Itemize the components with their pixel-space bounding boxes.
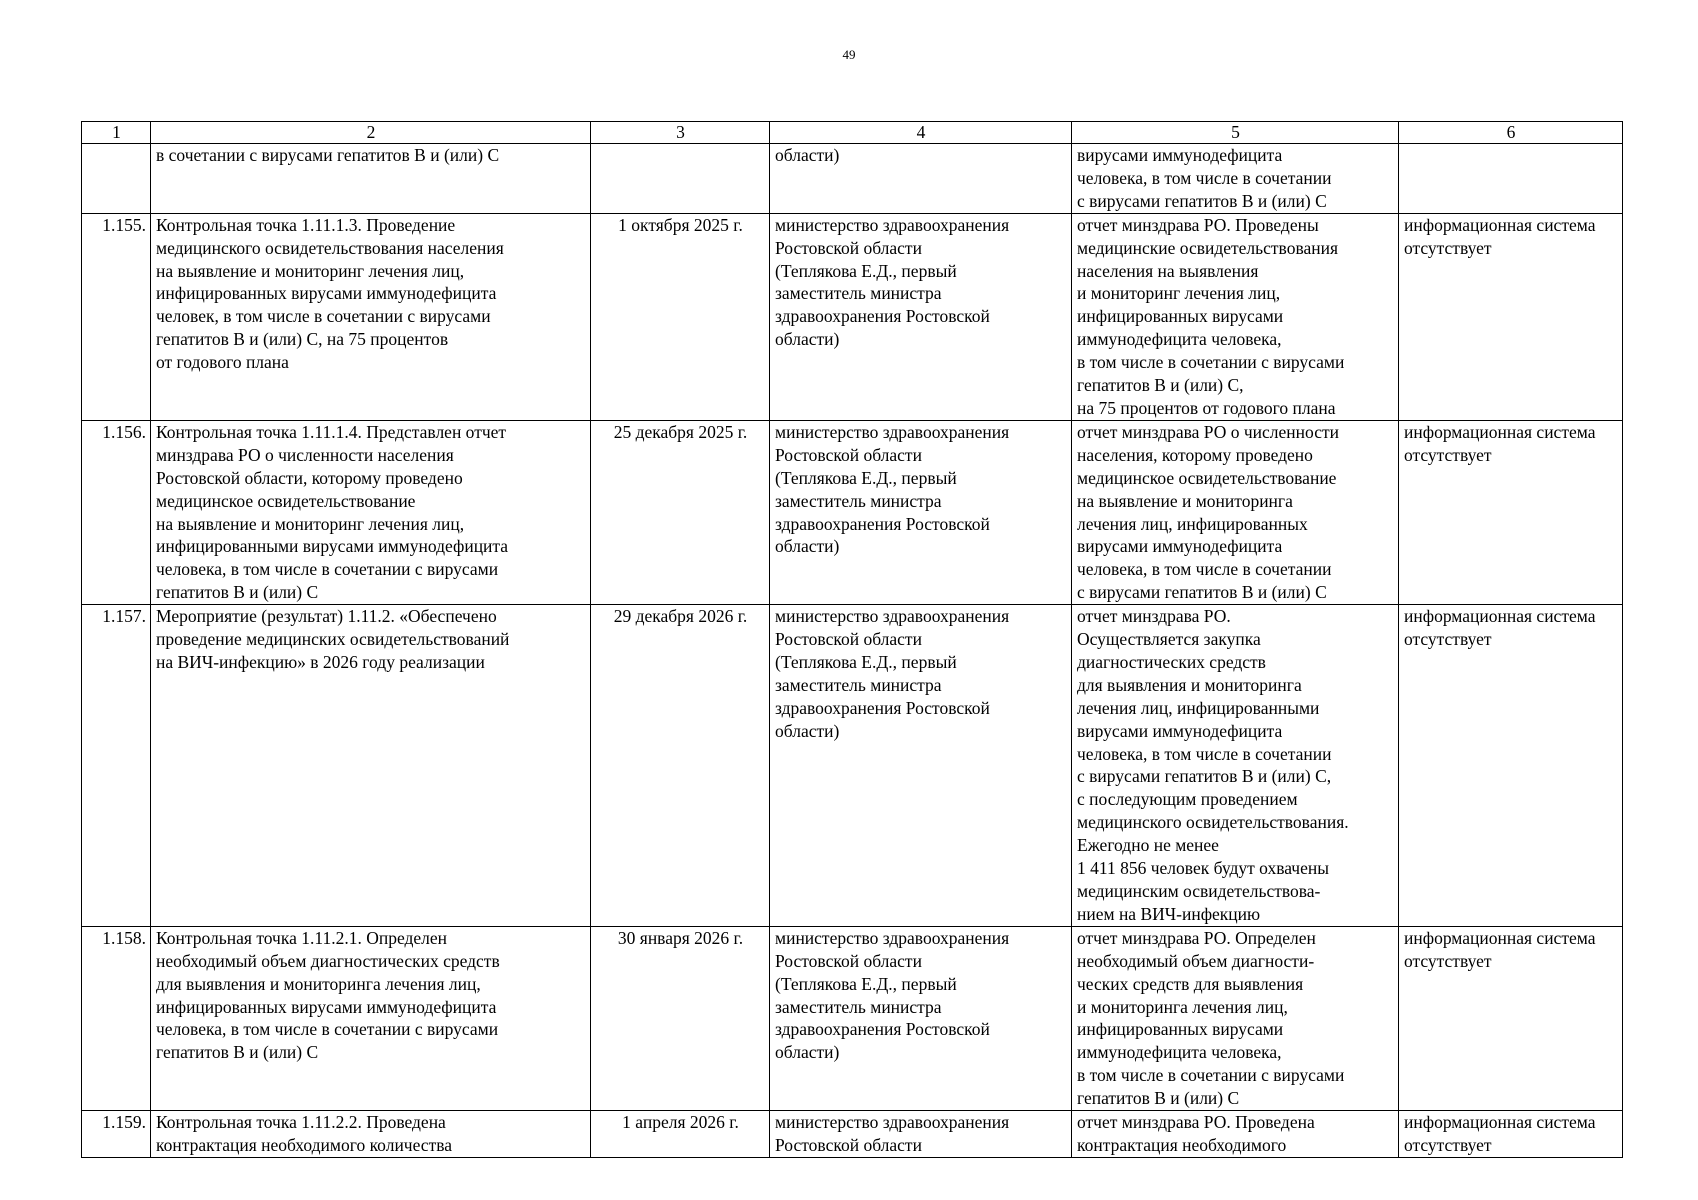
responsible-line: здравоохранения Ростовской <box>775 306 990 327</box>
document-line: для выявления и мониторинга <box>1077 674 1302 695</box>
task-line: на ВИЧ-инфекцию» в 2026 году реализации <box>156 651 485 672</box>
task-line: от годового плана <box>156 352 289 373</box>
document-line: медицинское освидетельствование <box>1077 467 1337 488</box>
document-line: отчет минздрава РО. <box>1077 606 1231 627</box>
task-line: инфицированных вирусами иммунодефицита <box>156 996 497 1017</box>
responsible-line: министерство здравоохранения <box>775 1112 1010 1133</box>
document-line: медицинским освидетельствова- <box>1077 881 1321 901</box>
responsible-cell <box>770 605 1072 927</box>
task-line: контрактация необходимого количества <box>156 1134 453 1155</box>
date-cell: 25 декабря 2025 г. <box>591 420 770 604</box>
responsible-line: заместитель министра <box>775 996 942 1017</box>
responsible-line: здравоохранения Ростовской <box>775 1019 990 1040</box>
document-line: в том числе в сочетании с вирусами <box>1077 1065 1345 1086</box>
date-cell: 1 апреля 2026 г. <box>591 1111 770 1158</box>
row-number-cell: 1.158. <box>82 926 151 1110</box>
responsible-line: заместитель министра <box>775 490 942 511</box>
responsible-line: Ростовской области <box>775 444 922 465</box>
system-line: отсутствует <box>1404 629 1492 650</box>
task-line: инфицированными вирусами иммунодефицита <box>156 536 509 557</box>
task-cell <box>151 420 591 604</box>
document-line: человека, в том числе в сочетании <box>1077 743 1332 764</box>
responsible-line: области) <box>775 720 840 741</box>
system-line: отсутствует <box>1404 950 1492 971</box>
document-line: 1 411 856 человек будут охвачены <box>1077 858 1329 879</box>
table-row <box>82 144 1623 214</box>
document-line: отчет минздрава РО. Определен <box>1077 927 1316 948</box>
document-line: населения, которому проведено <box>1077 444 1313 465</box>
responsible-line: (Теплякова Е.Д., первый <box>775 467 957 488</box>
document-line: с вирусами гепатитов В и (или) С <box>1077 582 1327 603</box>
task-line: на выявление и мониторинг лечения лиц, <box>156 260 465 281</box>
document-line: иммунодефицита человека, <box>1077 1042 1282 1063</box>
document-line: медицинские освидетельствования <box>1077 237 1339 258</box>
task-line: гепатитов В и (или) С <box>156 1042 319 1063</box>
task-line: Контрольная точка 1.11.1.4. Представлен отчет <box>156 421 507 442</box>
task-cell <box>151 605 591 927</box>
date-cell: 29 декабря 2026 г. <box>591 605 770 927</box>
responsible-cell <box>770 420 1072 604</box>
date-cell <box>591 144 770 214</box>
row-number-cell: 1.159. <box>82 1111 151 1158</box>
table-row <box>82 420 1623 604</box>
column-header-3: 3 <box>591 122 770 144</box>
document-line: иммунодефицита человека, <box>1077 329 1282 350</box>
system-cell <box>1399 605 1623 927</box>
responsible-line: здравоохранения Ростовской <box>775 513 990 534</box>
responsible-line: области) <box>775 145 840 165</box>
header-row <box>82 122 1623 144</box>
responsible-cell <box>770 144 1072 214</box>
document-line: гепатитов В и (или) С, <box>1077 375 1244 396</box>
system-cell <box>1399 144 1623 214</box>
document-line: и мониторинга лечения лиц, <box>1077 996 1288 1017</box>
responsible-line: (Теплякова Е.Д., первый <box>775 651 957 672</box>
responsible-cell <box>770 926 1072 1110</box>
row-number-cell <box>82 144 151 214</box>
responsible-line: заместитель министра <box>775 674 942 695</box>
table-row <box>82 1111 1623 1158</box>
responsible-line: области) <box>775 329 840 350</box>
document-line: ческих средств для выявления <box>1077 973 1304 994</box>
responsible-line: области) <box>775 1042 840 1063</box>
document-line: на выявление и мониторинга <box>1077 490 1293 511</box>
responsible-line: Ростовской области <box>775 237 922 258</box>
task-line: для выявления и мониторинга лечения лиц, <box>156 973 481 994</box>
task-line: проведение медицинских освидетельствований <box>156 629 510 650</box>
responsible-line: Ростовской области <box>775 950 922 971</box>
table-body <box>82 144 1623 1158</box>
system-line: информационная система <box>1404 421 1596 442</box>
task-line: Контрольная точка 1.11.2.1. Определен <box>156 927 448 948</box>
document-line: вирусами иммунодефицита <box>1077 145 1283 165</box>
document-line: лечения лиц, инфицированных <box>1077 513 1308 534</box>
document-line: инфицированных вирусами <box>1077 306 1284 327</box>
document-line: диагностических средств <box>1077 651 1266 672</box>
plan-table <box>81 121 1623 1158</box>
task-line: человека, в том числе в сочетании с вирусами <box>156 559 499 580</box>
row-number-cell: 1.155. <box>82 213 151 420</box>
responsible-line: здравоохранения Ростовской <box>775 697 990 718</box>
task-line: Мероприятие (результат) 1.11.2. «Обеспечено <box>156 606 497 627</box>
column-header-5: 5 <box>1072 122 1399 144</box>
responsible-line: (Теплякова Е.Д., первый <box>775 973 957 994</box>
system-cell <box>1399 213 1623 420</box>
task-line: медицинского освидетельствования населения <box>156 237 504 258</box>
system-line: информационная система <box>1404 1112 1596 1133</box>
document-line: отчет минздрава РО о численности <box>1077 421 1339 442</box>
responsible-line: (Теплякова Е.Д., первый <box>775 260 957 281</box>
column-header-2: 2 <box>151 122 591 144</box>
task-line: минздрава РО о численности населения <box>156 444 454 465</box>
column-header-1: 1 <box>82 122 151 144</box>
document-line: на 75 процентов от годового плана <box>1077 397 1336 418</box>
document-line: населения на выявления <box>1077 260 1259 281</box>
task-cell <box>151 926 591 1110</box>
responsible-line: Ростовской области <box>775 629 922 650</box>
task-line: гепатитов В и (или) С, на 75 процентов <box>156 329 449 350</box>
system-line: информационная система <box>1404 606 1596 627</box>
task-line: человек, в том числе в сочетании с вирусами <box>156 306 491 327</box>
document-line: вирусами иммунодефицита <box>1077 536 1283 557</box>
document-line: и мониторинг лечения лиц, <box>1077 283 1281 304</box>
document-line: отчет минздрава РО. Проведены <box>1077 214 1319 235</box>
system-line: отсутствует <box>1404 444 1492 465</box>
table-row <box>82 213 1623 420</box>
document-cell <box>1072 213 1399 420</box>
responsible-line: министерство здравоохранения <box>775 214 1010 235</box>
system-line: информационная система <box>1404 927 1596 948</box>
document-line: гепатитов В и (или) С <box>1077 1088 1240 1109</box>
page-number: 49 <box>842 47 856 62</box>
document-line: нием на ВИЧ-инфекцию <box>1077 903 1261 924</box>
responsible-line: заместитель министра <box>775 283 942 304</box>
document-line: контрактация необходимого <box>1077 1134 1287 1155</box>
responsible-line: Ростовской области <box>775 1134 922 1155</box>
date-cell: 30 января 2026 г. <box>591 926 770 1110</box>
document-line: отчет минздрава РО. Проведена <box>1077 1112 1315 1133</box>
system-line: отсутствует <box>1404 237 1492 258</box>
task-line: на выявление и мониторинг лечения лиц, <box>156 513 465 534</box>
table-row <box>82 926 1623 1110</box>
table-row <box>82 605 1623 927</box>
document-cell <box>1072 1111 1399 1158</box>
system-cell <box>1399 926 1623 1110</box>
system-cell <box>1399 420 1623 604</box>
document-line: в том числе в сочетании с вирусами <box>1077 352 1345 373</box>
document-line: с последующим проведением <box>1077 789 1298 810</box>
responsible-line: министерство здравоохранения <box>775 606 1010 627</box>
task-cell <box>151 1111 591 1158</box>
document-line: человека, в том числе в сочетании <box>1077 167 1332 188</box>
date-cell: 1 октября 2025 г. <box>591 213 770 420</box>
responsible-line: министерство здравоохранения <box>775 421 1010 442</box>
document-line: лечения лиц, инфицированными <box>1077 697 1320 718</box>
document-line: медицинского освидетельствования. <box>1077 812 1349 833</box>
task-line: человека, в том числе в сочетании с вирусами <box>156 1019 499 1040</box>
document-cell <box>1072 420 1399 604</box>
task-line: медицинское освидетельствование <box>156 490 416 511</box>
responsible-line: области) <box>775 536 840 557</box>
document-line: человека, в том числе в сочетании <box>1077 559 1332 580</box>
document-cell <box>1072 926 1399 1110</box>
document-line: с вирусами гепатитов В и (или) С <box>1077 190 1327 211</box>
system-line: отсутствует <box>1404 1134 1492 1155</box>
task-line: Контрольная точка 1.11.2.2. Проведена <box>156 1112 446 1133</box>
document-cell <box>1072 605 1399 927</box>
row-number-cell: 1.156. <box>82 420 151 604</box>
task-cell <box>151 144 591 214</box>
system-cell <box>1399 1111 1623 1158</box>
column-header-4: 4 <box>770 122 1072 144</box>
system-line: информационная система <box>1404 214 1596 235</box>
row-number-cell: 1.157. <box>82 605 151 927</box>
task-line: Контрольная точка 1.11.1.3. Проведение <box>156 214 456 235</box>
column-header-6: 6 <box>1399 122 1623 144</box>
document-line: вирусами иммунодефицита <box>1077 720 1283 741</box>
task-line: инфицированных вирусами иммунодефицита <box>156 283 497 304</box>
task-line: необходимый объем диагностических средств <box>156 950 500 971</box>
document-line: Осуществляется закупка <box>1077 629 1261 650</box>
task-line: гепатитов В и (или) С <box>156 582 319 603</box>
responsible-cell <box>770 213 1072 420</box>
responsible-line: министерство здравоохранения <box>775 927 1010 948</box>
document-cell <box>1072 144 1399 214</box>
task-cell <box>151 213 591 420</box>
task-line: Ростовской области, которому проведено <box>156 467 463 488</box>
task-line: в сочетании с вирусами гепатитов В и (или) С <box>156 145 500 165</box>
responsible-cell <box>770 1111 1072 1158</box>
document-line: с вирусами гепатитов В и (или) С, <box>1077 766 1332 787</box>
document-line: необходимый объем диагности- <box>1077 950 1315 971</box>
document-line: инфицированных вирусами <box>1077 1019 1284 1040</box>
document-line: Ежегодно не менее <box>1077 835 1219 856</box>
